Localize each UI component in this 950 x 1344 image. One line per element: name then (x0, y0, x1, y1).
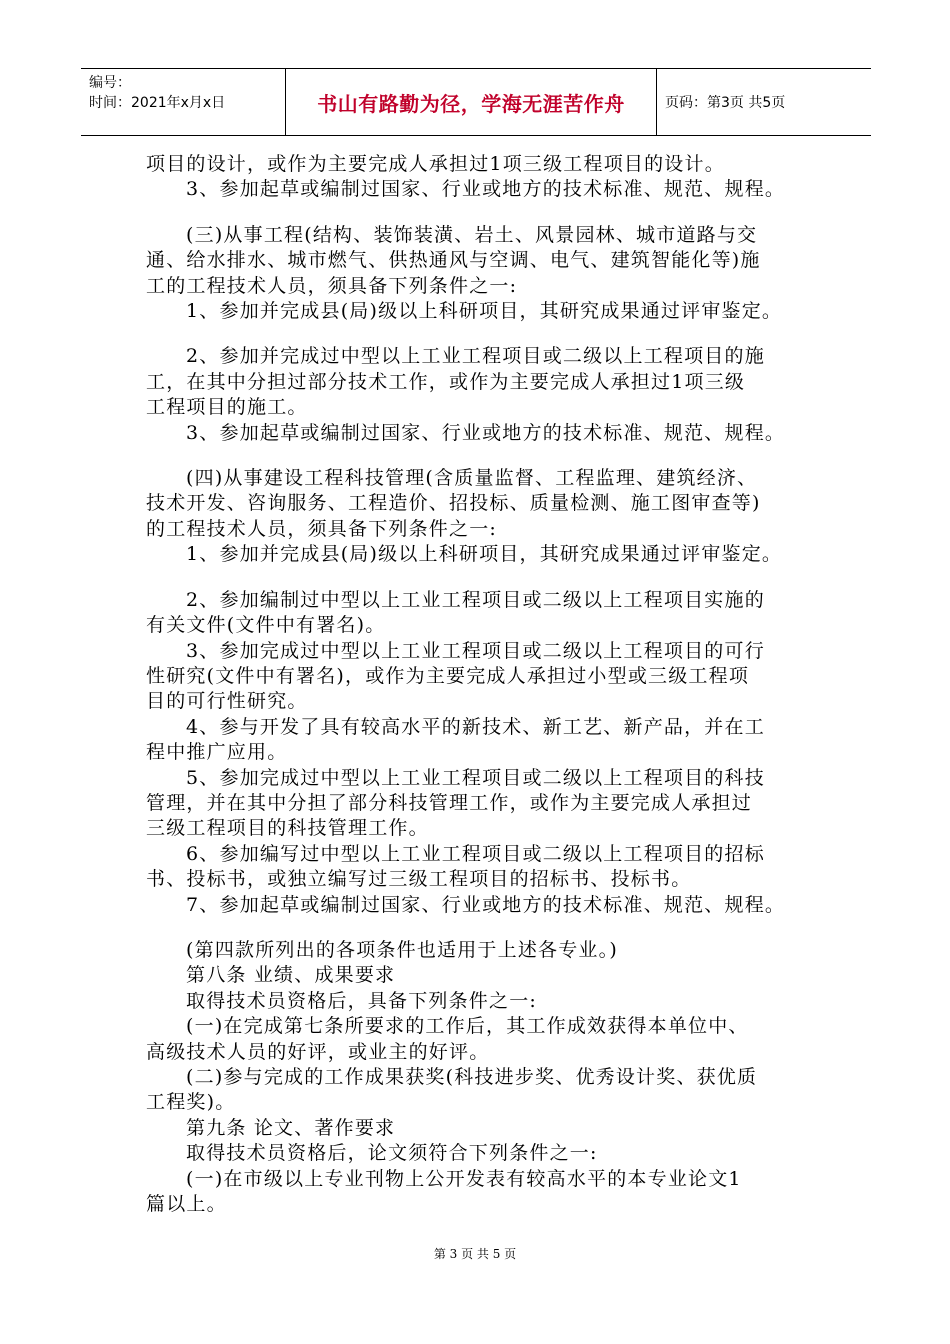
paragraph-gap (146, 203, 806, 223)
text-line: 1、参加并完成县(局)级以上科研项目，其研究成果通过评审鉴定。 (186, 300, 783, 323)
header-meta (81, 69, 286, 135)
text-line: 书、投标书，或独立编写过三级工程项目的招标书、投标书。 (146, 868, 692, 891)
text-line: 性研究(文件中有署名)，或作为主要完成人承担过小型或三级工程项 (146, 664, 750, 687)
text-line: 1、参加并完成县(局)级以上科研项目，其研究成果通过评审鉴定。 (186, 543, 783, 566)
text-line: 程中推广应用。 (146, 741, 288, 764)
paragraph-gap (146, 446, 806, 466)
text-line: (四)从事建设工程科技管理(含质量监督、工程监理、建筑经济、 (186, 467, 758, 490)
text-line: 3、参加起草或编制过国家、行业或地方的技术标准、规范、规程。 (186, 178, 786, 201)
page-footer: 第 3 页 共 5 页 (433, 1247, 517, 1261)
text-line: 项目的设计，或作为主要完成人承担过1项三级工程项目的设计。 (146, 153, 725, 175)
document-date: 时间：2021年x月x日 (89, 95, 226, 111)
document-number-label: 编号： (89, 75, 131, 91)
text-line: 3、参加完成过中型以上工业工程项目或二级以上工程项目的可行 (186, 639, 765, 662)
text-line: 技术开发、咨询服务、工程造价、招投标、质量检测、施工图审查等) (146, 492, 761, 515)
text-line: (二)参与完成的工作成果获奖(科技进步奖、优秀设计奖、获优质 (186, 1066, 758, 1088)
text-line: 管理，并在其中分担了部分科技管理工作，或作为主要完成人承担过 (146, 791, 753, 814)
text-line: 第八条 业绩、成果要求 (186, 964, 396, 987)
text-line: (三)从事工程(结构、装饰装潢、岩土、风景园林、城市道路与交 (186, 223, 758, 246)
text-line: 4、参与开发了具有较高水平的新技术、新工艺、新产品，并在工 (186, 715, 765, 738)
text-line: (第四款所列出的各项条件也适用于上述各专业。) (186, 938, 618, 961)
text-line: 高级技术人员的好评，或业主的好评。 (146, 1040, 490, 1063)
text-line: 3、参加起草或编制过国家、行业或地方的技术标准、规范、规程。 (186, 421, 786, 444)
paragraph-gap (146, 568, 806, 588)
text-line: 工程项目的施工。 (146, 396, 308, 419)
text-line: (一)在完成第七条所要求的工作后，其工作成效获得本单位中、 (186, 1015, 749, 1038)
text-line: 三级工程项目的科技管理工作。 (146, 817, 429, 840)
header-motto: 书山有路勤为径，学海无涯苦作舟 (286, 69, 657, 135)
text-line: 7、参加起草或编制过国家、行业或地方的技术标准、规范、规程。 (186, 893, 786, 916)
text-line: 工，在其中分担过部分技术工作，或作为主要完成人承担过1项三级 (146, 370, 746, 393)
page-header (81, 68, 871, 136)
text-line: 目的可行性研究。 (146, 690, 308, 713)
text-line: 5、参加完成过中型以上工业工程项目或二级以上工程项目的科技 (186, 766, 765, 789)
paragraph-gap (146, 918, 806, 938)
document-body (146, 152, 806, 1217)
text-line: 2、参加编制过中型以上工业工程项目或二级以上工程项目实施的 (186, 588, 765, 611)
text-line: 6、参加编写过中型以上工业工程项目或二级以上工程项目的招标 (186, 842, 765, 865)
text-line: 工程奖)。 (146, 1091, 236, 1114)
text-line: 的工程技术人员，须具备下列条件之一: (146, 517, 498, 540)
text-line: 工的工程技术人员，须具备下列条件之一: (146, 274, 518, 297)
text-line: 第九条 论文、著作要求 (186, 1116, 396, 1139)
text-line: 有关文件(文件中有署名)。 (146, 614, 386, 637)
text-line: 篇以上。 (146, 1193, 227, 1216)
paragraph-gap (146, 324, 806, 344)
text-line: 通、给水排水、城市燃气、供热通风与空调、电气、建筑智能化等)施 (146, 249, 761, 272)
text-line: 取得技术员资格后，具备下列条件之一: (186, 989, 538, 1012)
header-page-number: 页码：第3页 共5页 (665, 95, 786, 111)
text-line: (一)在市级以上专业刊物上公开发表有较高水平的本专业论文1 (186, 1167, 742, 1190)
text-line: 2、参加并完成过中型以上工业工程项目或二级以上工程项目的施 (186, 345, 765, 368)
text-line: 取得技术员资格后，论文须符合下列条件之一: (186, 1142, 598, 1165)
